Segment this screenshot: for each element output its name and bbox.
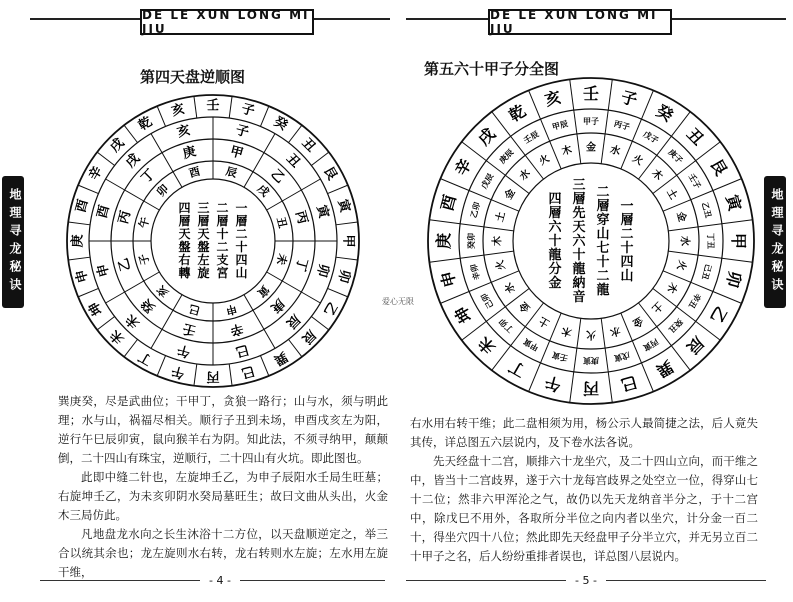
element-ring-divider <box>484 251 514 255</box>
middle-ring-label: 己丑 <box>700 263 714 282</box>
third-ring-label: 甲 <box>228 144 245 163</box>
middle-ring-label: 壬辰 <box>521 128 541 146</box>
second-ring-divider <box>106 179 125 190</box>
third-ring-label: 癸 <box>138 295 159 316</box>
outer-ring-label: 壬 <box>582 84 600 103</box>
inner-ring-label: 午 <box>136 215 153 230</box>
inner-ring-divider <box>244 172 253 188</box>
element-ring-label: 火 <box>494 258 508 272</box>
right-page <box>382 0 793 602</box>
middle-ring-label: 壬子 <box>686 171 704 191</box>
second-ring-label: 丑 <box>282 151 303 172</box>
outer-ring-label: 艮 <box>320 164 340 183</box>
middle-ring-divider <box>632 341 641 363</box>
third-ring-divider <box>282 281 301 292</box>
middle-ring-divider <box>469 190 491 199</box>
element-ring-divider <box>577 134 581 164</box>
right-side-tab: 地理寻龙秘诀 <box>764 176 786 308</box>
outer-ring-label: 丙 <box>582 379 600 398</box>
middle-ring-label: 戊辰 <box>478 171 496 191</box>
outer-ring-divider <box>529 363 541 392</box>
inner-ring-label: 亥 <box>154 282 172 300</box>
outer-ring-divider <box>194 364 197 386</box>
center-column-label: 一層二十四山 <box>620 199 634 285</box>
paragraph: 凡地盘龙水向之长生沐浴十二方位，以天盘顺逆定之，举三合以统其余也；龙左旋则水右转，龙右转则水左旋；左水用左旋干维， <box>58 527 388 579</box>
outer-ring-divider <box>78 185 98 193</box>
element-ring-divider <box>668 227 698 231</box>
left-header-title: DE LE XUN LONG MI JIU <box>140 9 314 35</box>
outer-ring-divider <box>68 222 90 225</box>
outer-ring-label: 丑 <box>298 135 319 156</box>
left-diagram-center <box>178 201 247 280</box>
center-column-label: 一層二十四山 <box>235 201 248 281</box>
outer-ring-divider <box>440 292 469 304</box>
element-ring-divider <box>491 200 519 211</box>
element-ring-label: 火 <box>586 328 596 340</box>
outer-ring-divider <box>696 142 721 161</box>
center-column-label: 四層六十龍分金 <box>548 192 562 292</box>
outer-ring-divider <box>97 152 114 165</box>
inner-ring-label: 寅 <box>254 282 272 300</box>
third-ring-divider <box>125 190 144 201</box>
outer-ring-label: 庚 <box>70 234 86 248</box>
outer-ring-divider <box>124 125 137 142</box>
outer-ring-divider <box>328 185 348 193</box>
third-ring-divider <box>253 310 264 329</box>
paragraph: 先天经盘十二宫，顺排六十龙坐穴，及二十四山立向，而干维之中，皆当十二宫歧界，遂于六十龙每宫歧界之处空立一位，得穿山七十二位；然非六甲浑沦之气，故仍以先天龙纳音半分之，于十二宫中，除戊巳不用外，各取所分半位之向内者以坐穴，计分金一百二十，得坐穴四十八位；然此即先天经盘甲子分半立穴，并无另立百二十甲子之名，后人纷纷重排者误也，详总图八层说内。 <box>410 454 758 563</box>
second-ring-label: 酉 <box>94 203 113 220</box>
middle-ring-divider <box>691 282 713 291</box>
element-ring-label: 木 <box>560 144 574 158</box>
outer-ring-divider <box>722 258 753 262</box>
element-ring-label: 水 <box>503 280 518 295</box>
right-header-banner <box>406 4 786 40</box>
outer-ring-label: 巽 <box>653 356 677 381</box>
middle-ring-label: 乙丑 <box>700 200 714 219</box>
paragraph: 此即中缝二针也，左旋坤壬乙，为申子辰阳水壬局生旺墓；右旋坤壬乙，为未亥卯阴水癸局墓旺生；故曰文曲从头出，火金木三局仿此。 <box>58 470 388 522</box>
middle-ring-divider <box>540 341 549 363</box>
middle-ring-label: 乙卯 <box>468 200 482 219</box>
outer-ring-divider <box>124 339 137 356</box>
outer-ring-label: 乾 <box>136 114 155 134</box>
element-ring-label: 金 <box>503 187 518 202</box>
element-ring-label: 金 <box>674 210 688 224</box>
element-ring-label: 土 <box>537 314 552 329</box>
element-ring-label: 土 <box>649 299 665 315</box>
third-ring-label: 庚 <box>267 295 288 316</box>
outer-ring-label: 甲 <box>340 234 356 248</box>
third-ring-label: 乙 <box>267 166 288 187</box>
middle-ring-label: 甲寅 <box>521 336 541 354</box>
outer-ring-label: 亥 <box>169 101 187 120</box>
inner-ring-label: 辰 <box>224 164 239 181</box>
element-ring-divider <box>621 313 632 341</box>
heaven-plate-diagram <box>58 92 368 390</box>
outer-ring-label: 子 <box>239 101 257 120</box>
second-ring-label: 午 <box>175 341 192 360</box>
center-column-label: 二層十二支宮 <box>216 201 229 281</box>
left-footer <box>40 574 385 586</box>
outer-ring-divider <box>429 258 460 262</box>
outer-ring-label: 酉 <box>437 192 460 214</box>
outer-ring-divider <box>336 257 358 260</box>
sixty-jiazi-diagram <box>422 76 760 406</box>
third-ring-divider <box>253 153 264 172</box>
middle-ring-label: 己卯 <box>478 291 496 311</box>
middle-ring-label: 丁卯 <box>496 316 516 336</box>
element-ring-label: 金 <box>586 142 596 154</box>
middle-ring-divider <box>574 348 577 372</box>
middle-ring-label: 庚寅 <box>583 356 599 366</box>
outer-ring-divider <box>288 125 301 142</box>
middle-ring-label: 辛卯 <box>468 263 482 282</box>
outer-ring-divider <box>157 356 165 376</box>
middle-ring-divider <box>632 119 641 141</box>
inner-ring-divider <box>173 172 182 188</box>
outer-ring-divider <box>311 316 328 329</box>
left-side-tab: 地理寻龙秘诀 <box>2 176 24 308</box>
outer-ring-label: 子 <box>618 87 640 110</box>
element-ring-label: 木 <box>492 236 504 246</box>
element-ring-label: 木 <box>649 167 665 183</box>
outer-ring-label: 丁 <box>136 348 155 368</box>
outer-ring-divider <box>608 372 612 403</box>
outer-ring-label: 卯 <box>334 267 353 285</box>
element-ring-label: 金 <box>517 299 533 315</box>
page-number: - 5 - <box>566 574 606 587</box>
inner-ring-divider <box>244 295 253 311</box>
outer-ring-divider <box>608 79 612 110</box>
element-ring-label: 火 <box>537 153 552 168</box>
inner-ring-label: 丑 <box>273 215 290 230</box>
middle-ring-label: 壬寅 <box>550 350 569 364</box>
third-ring-label: 壬 <box>181 319 198 338</box>
outer-ring-label: 艮 <box>706 155 731 179</box>
outer-ring-divider <box>722 220 753 224</box>
outer-ring-label: 辛 <box>451 155 476 179</box>
outer-ring-label: 癸 <box>653 101 677 126</box>
left-figure-title: 第四天盘逆顺图 <box>140 68 246 86</box>
third-ring-divider <box>162 310 173 329</box>
middle-ring-label: 甲辰 <box>550 118 569 132</box>
outer-ring-divider <box>288 339 301 356</box>
outer-ring-label: 申 <box>437 268 460 290</box>
element-ring-label: 木 <box>664 280 679 295</box>
third-ring-label: 丙 <box>291 209 310 226</box>
outer-ring-divider <box>713 179 742 191</box>
outer-ring-label: 甲 <box>729 232 748 250</box>
middle-ring-label: 庚子 <box>666 146 686 166</box>
outer-ring-label: 乙 <box>320 299 340 318</box>
inner-ring-divider <box>173 295 182 311</box>
outer-ring-label: 巳 <box>618 372 640 395</box>
outer-ring-label: 乙 <box>706 303 731 327</box>
outer-ring-label: 午 <box>169 362 187 381</box>
inner-ring-label: 申 <box>224 301 239 318</box>
element-ring-label: 水 <box>608 144 622 158</box>
paragraph: 右水用右转干维；此二盘相须为用，杨公示人最简捷之法，后人竟失其传，详总图五六层说内，及下卷水法各说。 <box>410 416 758 449</box>
element-ring-label: 土 <box>494 210 508 224</box>
middle-ring-label: 癸丑 <box>666 316 686 336</box>
outer-ring-divider <box>642 363 654 392</box>
element-ring-label: 水 <box>608 324 622 338</box>
outer-ring-label: 丙 <box>206 368 220 384</box>
middle-ring-label: 甲子 <box>583 116 599 126</box>
element-ring-divider <box>668 251 698 255</box>
second-ring-label: 卯 <box>313 262 332 279</box>
inner-ring-divider <box>267 272 283 281</box>
second-ring-label: 子 <box>234 122 251 141</box>
outer-ring-divider <box>570 79 574 110</box>
ring-2-border <box>483 133 699 349</box>
inner-ring-label: 未 <box>273 252 290 267</box>
second-ring-divider <box>264 329 275 348</box>
third-ring-label: 辛 <box>228 319 245 338</box>
element-ring-divider <box>601 134 605 164</box>
element-ring-divider <box>601 318 605 348</box>
outer-ring-label: 坤 <box>451 303 476 327</box>
element-ring-label: 火 <box>674 258 688 272</box>
watermark: 爱心无限 <box>382 297 414 306</box>
outer-ring-label: 未 <box>474 332 500 358</box>
center-border <box>513 163 669 319</box>
outer-ring-divider <box>229 364 232 386</box>
center-column-label: 四層天盤右轉 <box>178 201 191 281</box>
outer-ring-divider <box>529 90 541 119</box>
outer-ring-divider <box>570 372 574 403</box>
middle-ring-label: 丁丑 <box>706 233 716 249</box>
outer-ring-divider <box>642 90 654 119</box>
left-body <box>58 392 388 582</box>
paragraph: 巽庚癸，尽是武曲位；干甲丁，贪狼一路行；山与水，须与明此理；水与山，祸福尽相关。顺行子丑到未场，申酉戌亥左为阳，逆行午巳辰卯寅，鼠向猴羊右为阴。知此法，不须寻纳甲，颠颠倒，二十四山有珠宝，逆顺行，二十四山有火坑。即此图也。 <box>58 394 388 465</box>
second-ring-label: 亥 <box>175 122 192 141</box>
element-ring-divider <box>491 271 519 282</box>
element-ring-label: 木 <box>560 324 574 338</box>
outer-ring-label: 壬 <box>206 98 220 114</box>
middle-ring-divider <box>460 224 484 227</box>
element-ring-label: 水 <box>678 236 690 246</box>
outer-ring-divider <box>429 220 460 224</box>
outer-ring-divider <box>260 356 268 376</box>
third-ring-label: 庚 <box>181 144 198 163</box>
ring-outer-border <box>428 78 754 404</box>
outer-ring-label: 丑 <box>682 124 708 150</box>
outer-ring-divider <box>328 288 348 296</box>
outer-ring-divider <box>713 292 742 304</box>
outer-ring-divider <box>440 179 469 191</box>
second-ring-divider <box>301 292 320 303</box>
middle-ring-divider <box>691 190 713 199</box>
outer-ring-label: 乾 <box>505 101 529 126</box>
right-diagram-center <box>548 178 633 305</box>
page-number: - 4 - <box>200 574 240 587</box>
right-footer <box>406 574 766 586</box>
outer-ring-divider <box>97 316 114 329</box>
right-header-title: DE LE XUN LONG MI JIU <box>488 9 672 35</box>
second-ring-divider <box>151 134 162 153</box>
third-ring-label: 丙 <box>116 209 135 226</box>
second-ring-label: 申 <box>94 262 113 279</box>
middle-ring-divider <box>574 110 577 134</box>
element-ring-divider <box>663 271 691 282</box>
outer-ring-divider <box>68 257 90 260</box>
left-header-banner <box>30 4 390 40</box>
element-ring-divider <box>577 318 581 348</box>
inner-ring-divider <box>144 272 160 281</box>
outer-ring-label: 寅 <box>722 192 745 214</box>
middle-ring-divider <box>460 255 484 258</box>
middle-ring-divider <box>469 282 491 291</box>
center-column-label: 三層先天六十龍納音 <box>572 178 586 306</box>
outer-ring-label: 戌 <box>474 124 500 150</box>
third-ring-divider <box>282 190 301 201</box>
outer-ring-label: 辛 <box>86 164 106 183</box>
outer-ring-label: 丁 <box>505 356 529 381</box>
center-border <box>151 179 275 303</box>
outer-ring-label: 卯 <box>722 268 745 290</box>
inner-ring-label: 卯 <box>154 182 172 200</box>
outer-ring-divider <box>492 112 511 137</box>
middle-ring-divider <box>698 224 722 227</box>
second-ring-label: 寅 <box>313 203 332 220</box>
outer-ring-label: 巳 <box>239 362 257 381</box>
right-body <box>410 414 758 566</box>
inner-ring-divider <box>267 201 283 210</box>
third-ring-label: 丁 <box>291 256 310 273</box>
outer-ring-label: 未 <box>107 326 128 347</box>
outer-ring-label: 巽 <box>271 348 290 368</box>
inner-ring-label: 戌 <box>254 182 272 200</box>
middle-ring-label: 癸卯 <box>466 233 476 249</box>
element-ring-label: 火 <box>630 153 645 168</box>
third-ring-label: 乙 <box>116 256 135 273</box>
second-ring-divider <box>106 292 125 303</box>
outer-ring-divider <box>229 96 232 118</box>
outer-ring-divider <box>311 152 328 165</box>
outer-ring-label: 寅 <box>334 197 353 215</box>
middle-ring-label: 丙子 <box>613 118 632 132</box>
ring-3-border <box>133 161 293 321</box>
second-ring-label: 辰 <box>282 310 303 331</box>
outer-ring-divider <box>157 106 165 126</box>
element-ring-divider <box>663 200 691 211</box>
outer-ring-label: 癸 <box>271 114 290 134</box>
element-ring-divider <box>484 227 514 231</box>
center-column-label: 三層天盤左旋 <box>197 201 210 281</box>
outer-ring-label: 酉 <box>73 197 92 215</box>
second-ring-divider <box>301 179 320 190</box>
outer-ring-divider <box>194 96 197 118</box>
outer-ring-label: 辰 <box>298 326 319 347</box>
middle-ring-label: 庚辰 <box>496 146 516 166</box>
outer-ring-label: 申 <box>73 267 92 285</box>
third-ring-label: 丁 <box>138 166 159 187</box>
element-ring-divider <box>550 141 561 169</box>
element-ring-label: 水 <box>517 167 533 183</box>
outer-ring-label: 亥 <box>542 87 564 110</box>
outer-ring-label: 庚 <box>434 232 453 250</box>
middle-ring-label: 戊寅 <box>613 350 632 364</box>
inner-ring-divider <box>144 201 160 210</box>
outer-ring-divider <box>78 288 98 296</box>
second-ring-divider <box>151 329 162 348</box>
inner-ring-label: 酉 <box>187 164 202 181</box>
middle-ring-label: 辛丑 <box>686 291 704 311</box>
second-ring-label: 未 <box>123 310 144 331</box>
middle-ring-divider <box>540 119 549 141</box>
outer-ring-divider <box>260 106 268 126</box>
outer-ring-label: 坤 <box>86 299 106 318</box>
element-ring-divider <box>550 313 561 341</box>
element-ring-label: 土 <box>664 187 679 202</box>
element-ring-divider <box>621 141 632 169</box>
middle-ring-label: 戊子 <box>641 128 661 146</box>
second-ring-label: 巳 <box>234 341 251 360</box>
inner-ring-label: 子 <box>136 252 153 267</box>
middle-ring-divider <box>605 348 608 372</box>
second-ring-label: 戌 <box>123 151 144 172</box>
middle-ring-divider <box>698 255 722 258</box>
outer-ring-label: 辰 <box>682 332 708 358</box>
middle-ring-divider <box>605 110 608 134</box>
outer-ring-label: 午 <box>542 372 564 395</box>
element-ring-label: 金 <box>630 314 645 329</box>
third-ring-divider <box>162 153 173 172</box>
second-ring-divider <box>264 134 275 153</box>
right-figure-title: 第五六十甲子分全图 <box>424 60 560 78</box>
outer-ring-divider <box>336 222 358 225</box>
center-column-label: 二層穿山七十二龍 <box>596 185 610 299</box>
outer-ring-divider <box>462 321 487 340</box>
outer-ring-label: 戌 <box>107 135 128 156</box>
middle-ring-label: 丙寅 <box>641 336 661 354</box>
outer-ring-divider <box>671 346 690 371</box>
inner-ring-label: 巳 <box>187 301 202 318</box>
third-ring-divider <box>125 281 144 292</box>
